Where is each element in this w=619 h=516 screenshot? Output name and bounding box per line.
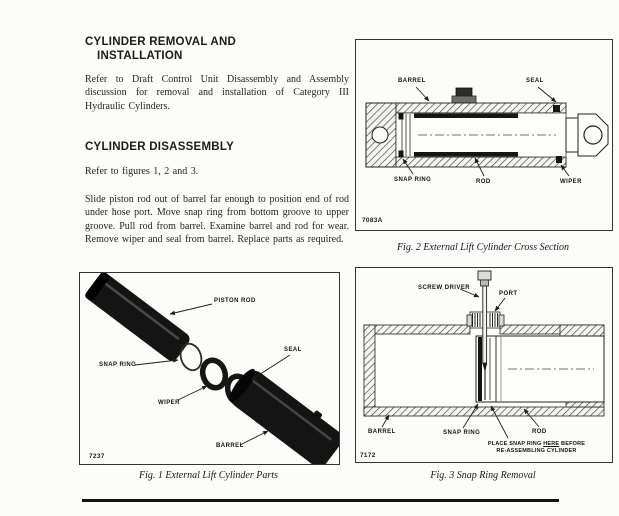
fig3-note-post: BEFORE <box>561 441 586 447</box>
fig3-note-line-2: RE-ASSEMBLING CYLINDER <box>496 448 577 454</box>
fig2-label-barrel: BARREL <box>398 78 426 84</box>
fig2-label-seal: SEAL <box>526 78 544 84</box>
bottom-rule <box>82 499 559 502</box>
fig2-label-rod: ROD <box>476 179 491 185</box>
fig3-label-screw-driver: SCREW DRIVER <box>418 285 471 291</box>
figure-2-caption: Fig. 2 External Lift Cylinder Cross Section <box>396 242 570 253</box>
figure-2-box <box>355 39 613 231</box>
fig1-label-wiper: WIPER <box>158 400 180 406</box>
fig2-label-snap-ring: SNAP RING <box>394 177 432 183</box>
paragraph-disassembly-steps: Slide piston rod out of barrel far enough to position end of rod under hose port. Move snap ring from bottom groove to upper groove. Pull rod from barrel. Examine barrel and rod for wear. Remove wiper and seal from barrel. Replace parts as required. <box>85 194 349 246</box>
fig2-label-wiper: WIPER <box>560 179 582 185</box>
fig1-label-snap-ring: SNAP RING <box>99 362 137 368</box>
figure-3-box <box>355 267 613 463</box>
heading-line-2: INSTALLATION <box>97 49 183 62</box>
fig3-label-port: PORT <box>499 291 518 297</box>
cylinder-parts-diagram <box>80 273 339 464</box>
fig3-note-pre: PLACE SNAP RING <box>487 441 542 447</box>
figure-1-box <box>79 272 340 465</box>
fig3-label-snap-ring: SNAP RING <box>443 430 481 436</box>
heading-line-1: CYLINDER REMOVAL AND <box>85 36 237 48</box>
fig3-note <box>484 441 589 455</box>
paragraph-refer-figures: Refer to figures 1, 2 and 3. <box>85 166 199 177</box>
fig1-label-seal: SEAL <box>284 347 302 353</box>
figure-3-caption: Fig. 3 Snap Ring Removal <box>430 470 536 481</box>
fig3-note-line-1 <box>484 441 589 448</box>
heading-disassembly-text: CYLINDER DISASSEMBLY <box>85 141 234 153</box>
section-heading-removal <box>85 36 236 63</box>
fig1-label-piston-rod: PISTON ROD <box>214 298 256 304</box>
fig1-photo-id: 7237 <box>89 453 105 460</box>
fig3-label-barrel: BARREL <box>368 429 396 435</box>
fig3-label-rod: ROD <box>532 429 547 435</box>
fig3-note-here: HERE <box>543 441 560 447</box>
fig2-photo-id: 7083A <box>362 217 383 224</box>
fig1-label-barrel: BARREL <box>216 443 244 449</box>
figure-1-caption: Fig. 1 External Lift Cylinder Parts <box>139 470 278 481</box>
cylinder-cross-section-diagram <box>356 40 612 230</box>
section-heading-disassembly <box>85 141 234 155</box>
fig3-photo-id: 7172 <box>360 452 376 459</box>
paragraph-removal: Refer to Draft Control Unit Disassembly and Assembly discussion for removal and installation of Category III Hydraulic Cylinders. <box>85 74 349 112</box>
